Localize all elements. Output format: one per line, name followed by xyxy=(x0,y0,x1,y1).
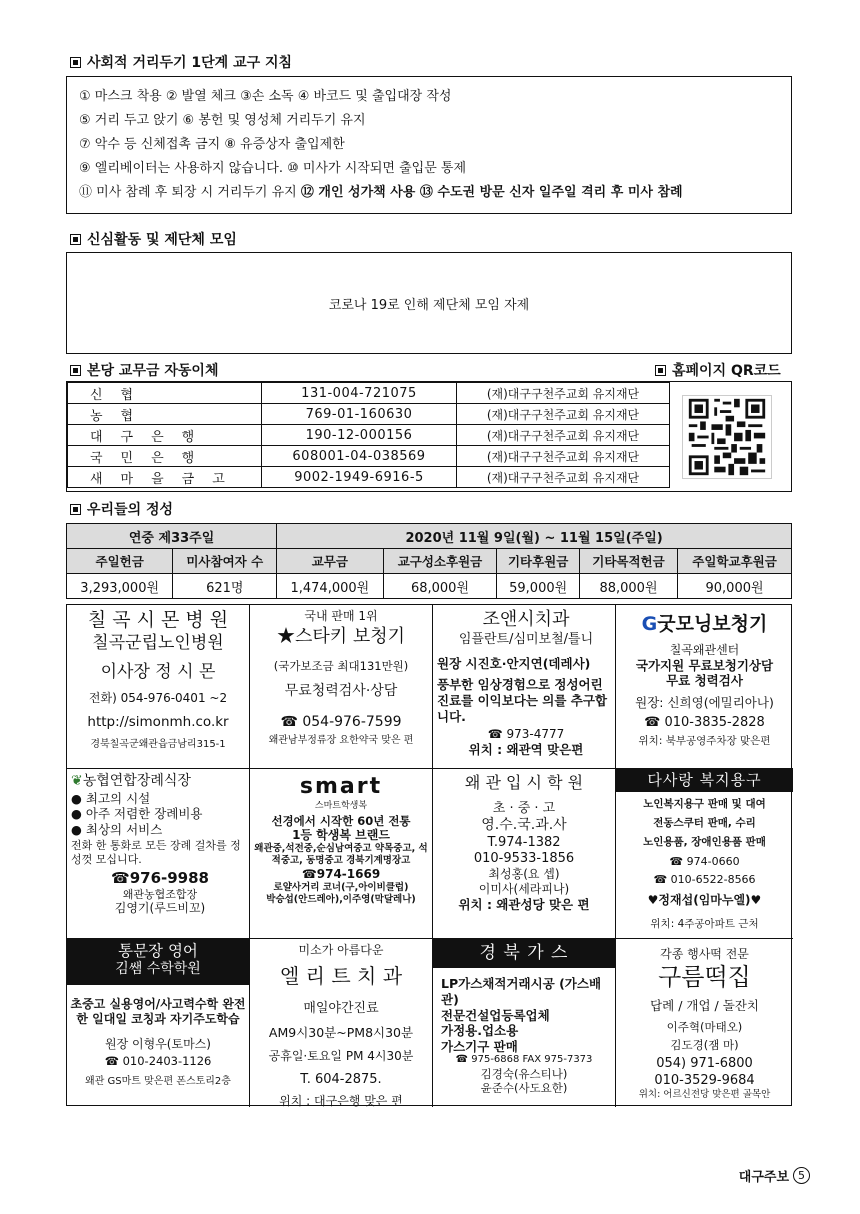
ad-joan-dental[interactable]: 조앤시치과 임플란트/심미보철/틀니 원장 시진호·안지연(데레사) 풍부한 임상경험으로 정성어린 진료를 이익보다는 의를 추구합니다. ☎ 973-4777 위치 : 왜관역 맞은편 xyxy=(433,605,616,769)
square-bullet-icon xyxy=(70,234,81,245)
ad-gyeongbuk-gas[interactable]: 경 북 가 스 LP가스채적거래시공 (가스배관) 전문건설업등록업체 가정용.업소용 가스기구 판매 ☎ 975-6868 FAX 975-7373 김경숙(유스티나) 윤준수(사도요한) xyxy=(433,939,616,1107)
square-bullet-icon xyxy=(70,365,81,376)
table-row: 신협 131-004-721075 (재)대구구천주교회 유지재단 xyxy=(68,383,670,404)
table-row: 3,293,000원 621명 1,474,000원 68,000원 59,000원 88,000원 90,000원 xyxy=(67,574,792,599)
dates-cell: 2020년 11월 9일(월) ~ 11월 15일(주일) xyxy=(277,524,792,549)
table-row: 국민은행 608001-04-038569 (재)대구구천주교회 유지재단 xyxy=(68,446,670,467)
groups-notice: 코로나 19로 인해 제단체 모임 자제 xyxy=(328,297,530,313)
offerings-title: 우리들의 정성 xyxy=(70,499,173,519)
ads-grid xyxy=(66,604,792,1106)
guideline-line: ⑪ 미사 참례 후 퇴장 시 거리두기 유지 ⑫ 개인 성가책 사용 ⑬ 수도권 방문 신자 일주일 격리 후 미사 참례 xyxy=(79,185,683,200)
ad-nh-funeral[interactable]: ❦농협연합장례식장 ● 최고의 시설 ● 아주 저렴한 장례비용 ● 최상의 서비스 전화 한 통화로 모든 장례 걸차를 정성껏 모십니다. ☎976-9988 왜관농협조합장 김영기(루드비꼬) xyxy=(67,769,250,939)
square-bullet-icon xyxy=(70,504,81,515)
leaf-logo-icon: ❦ xyxy=(71,773,83,789)
groups-title: 신심활동 및 제단체 모임 xyxy=(70,229,237,249)
table-row xyxy=(67,524,792,549)
guideline-line: ⑦ 악수 등 신체접촉 금지 ⑧ 유증상자 출입제한 xyxy=(79,137,345,152)
table-row: 주일헌금 미사참여자 수 교무금 교구성소후원금 기타후원금 기타목적헌금 주일학교후원금 xyxy=(67,549,792,574)
ad-english-math-academy[interactable]: 통문장 영어 김쌤 수학학원 초중고 실용영어/사고력수학 완전한 일대일 코칭과 자기주도학습 원장 이형우(토마스) ☎ 010-2403-1126 왜관 GS마트 맞은편 폰스토리2층 xyxy=(67,939,250,1107)
week-cell: 연중 제33주일 xyxy=(67,524,277,549)
guideline-line: ⑨ 엘리베이터는 사용하지 않습니다. ⑩ 미사가 시작되면 출입문 통제 xyxy=(79,161,467,176)
table-row: 대구은행 190-12-000156 (재)대구구천주교회 유지재단 xyxy=(68,425,670,446)
square-bullet-icon xyxy=(655,365,666,376)
groups-box xyxy=(66,252,792,354)
ad-simon-hospital[interactable]: 칠 곡 시 몬 병 원 칠곡군립노인병원 이사장 정 시 몬 전화) 054-976-0401 ~2 http://simonmh.co.kr 경북칠곡군왜관읍금남리315-1 xyxy=(67,605,250,769)
page-number: 5 xyxy=(793,1167,810,1184)
square-bullet-icon xyxy=(70,57,81,68)
qr-code-icon[interactable] xyxy=(682,395,772,479)
guidelines-title: 사회적 거리두기 1단계 교구 지침 xyxy=(70,52,292,72)
bank-table xyxy=(67,382,670,488)
ad-starkey[interactable]: 국내 판매 1위 ★스타키 보청기 (국가보조금 최대131만원) 무료청력검사·상담 ☎ 054-976-7599 왜관남부정류장 요한약국 맞은 편 xyxy=(250,605,433,769)
ad-gureum-tteok[interactable]: 각종 행사떡 전문 구름떡집 답례 / 개업 / 돌잔치 이주혁(마태오) 김도경(잼 마) 054) 971-6800 010-3529-9684 위치: 어르신전당 맞은편 골목안 xyxy=(638,947,771,1100)
table-row: 농협 769-01-160630 (재)대구구천주교회 유지재단 xyxy=(68,404,670,425)
page-footer: 대구주보 5 xyxy=(739,1166,810,1185)
guideline-line: ⑤ 거리 두고 앉기 ⑥ 봉헌 및 영성체 거리두기 유지 xyxy=(79,113,366,128)
ad-waegwan-academy[interactable]: 왜 관 입 시 학 원 초 · 중 · 고 영.수.국.과.사 T.974-1382 010-9533-1856 최성홍(요 셉) 이미사(세라피나) 위치 : 왜관성당 맞은 편 xyxy=(433,769,616,939)
ad-dasarang-welfare[interactable]: 다사랑 복지용구 노인복지용구 판매 및 대여 전동스쿠터 판매, 수리 노인용품, 장애인용품 판매 ☎ 974-0660 ☎ 010-6522-8566 ♥정재섭(임마누엘)♥ 위치: 4주공아파트 근처 xyxy=(616,769,793,939)
g-logo-icon: G xyxy=(641,613,658,635)
qr-title: 홈페이지 QR코드 xyxy=(655,360,781,380)
offerings-table xyxy=(66,523,792,599)
guideline-line: ① 마스크 착용 ② 발열 체크 ③손 소독 ④ 바코드 및 출입대장 작성 xyxy=(79,89,452,104)
ad-goodmorning-hearing[interactable]: G굿모닝보청기 칠곡왜관센터 국가지원 무료보청기상담 무료 청력검사 원장: 신희영(에밀리아나) ☎ 010-3835-2828 위치: 북부공영주차장 맞은편 xyxy=(616,605,793,769)
autopay-title: 본당 교무금 자동이체 xyxy=(70,360,218,380)
ad-elite-dental[interactable]: 미소가 아름다운 엘 리 트 치 과 매일야간진료 AM9시30분~PM8시30분 공휴일·토요일 PM 4시30분 T. 604-2875. 위치 : 대구은행 맞은 편 xyxy=(250,939,433,1107)
table-row: 새마을금고 9002-1949-6916-5 (재)대구구천주교회 유지재단 xyxy=(68,467,670,488)
guidelines-box xyxy=(66,76,792,214)
ad-smart-uniform[interactable]: smart 스마트학생복 선경에서 시작한 60년 전통 1등 학생복 브랜드 왜관중,석전중,순심남여중고 약목중고, 석적중고, 동명중고 경북기계명장고 ☎974-1669 로얄사거리 코너(구,아이비클럽) 박승섭(안드레아),이주영(막달레나) xyxy=(250,769,433,939)
